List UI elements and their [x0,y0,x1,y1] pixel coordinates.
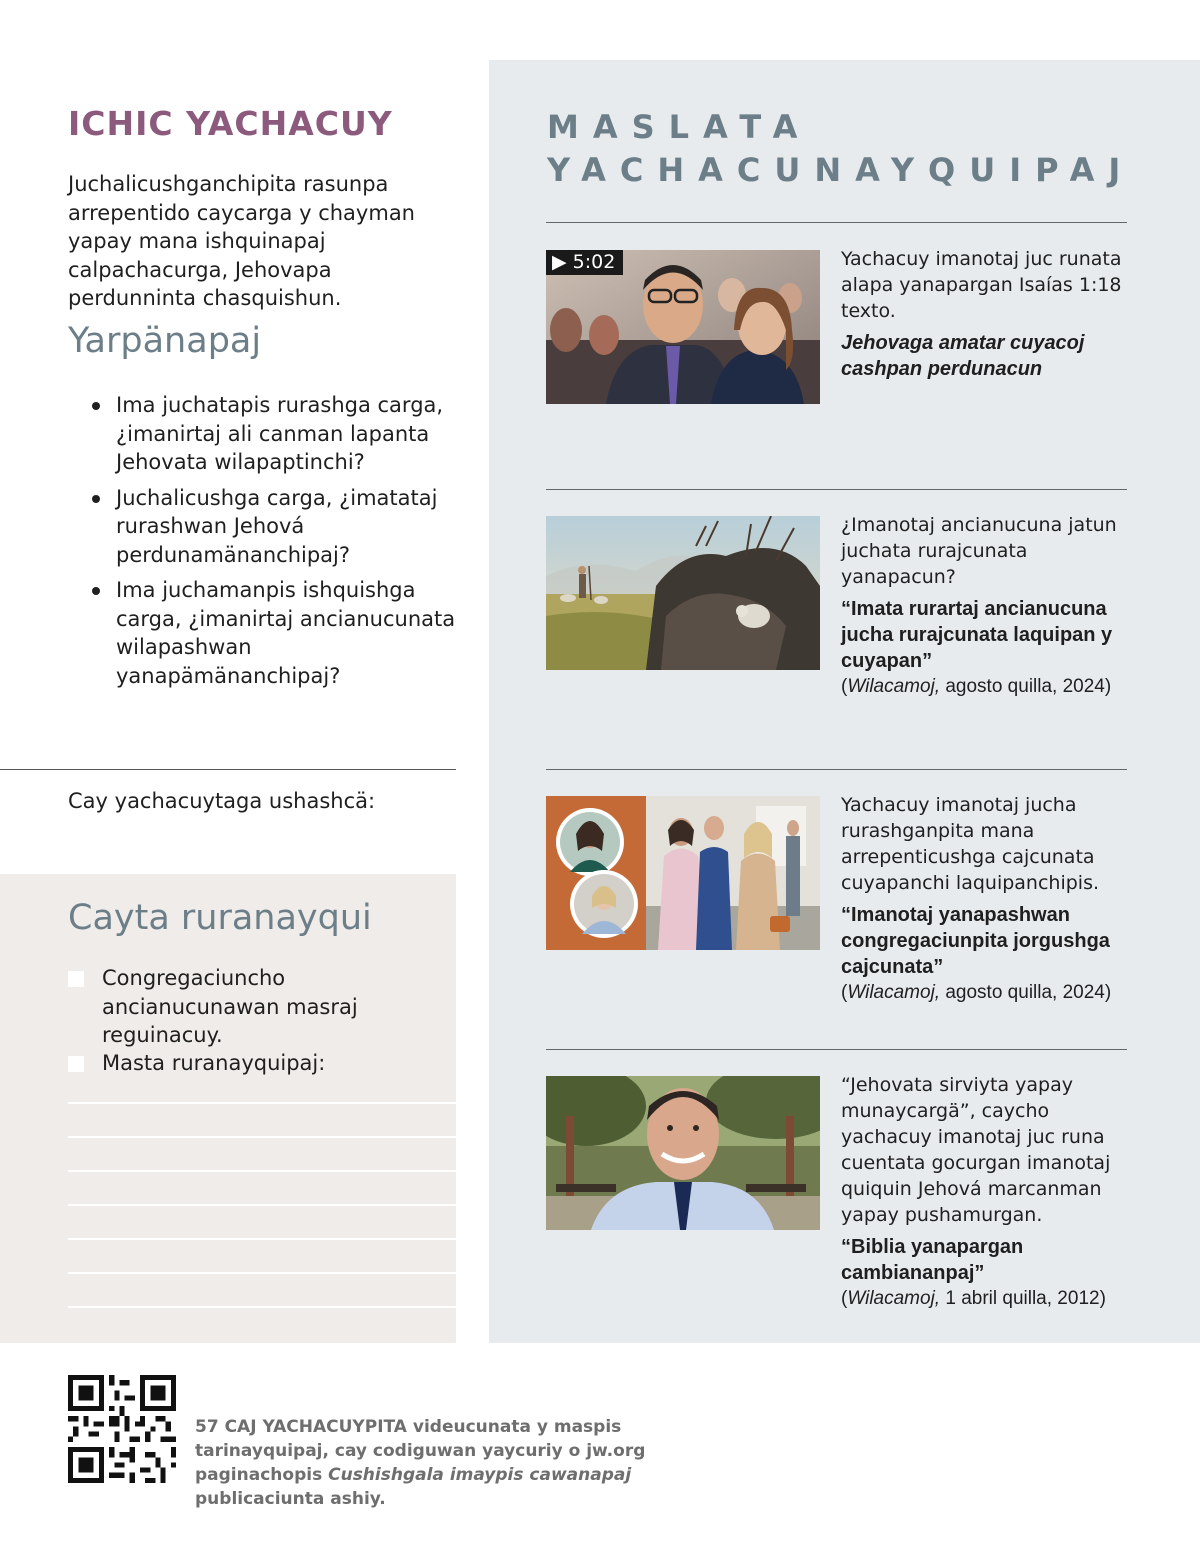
source-date: agosto quilla, 2024) [940,676,1112,697]
review-heading: Yarpänapaj [68,321,262,361]
resource-title-link[interactable]: “Biblia yanapargan cambiananpaj” [841,1236,1024,1284]
resource-source: (Wilacamoj, agosto quilla, 2024) [841,982,1112,1003]
review-question-text: Ima juchatapis rurashga carga, ¿imanirtaj ali canman lapanta Jehovata wilapaptinchi? [116,393,444,474]
resource-description: Yachacuy imanotaj juc runata alapa yanapargan Isaías 1:18 texto. [841,248,1122,322]
writing-line[interactable] [68,1238,456,1240]
writing-line[interactable] [68,1272,456,1274]
resource-text [841,1072,1127,1312]
footer-text: 57 CAJ YACHACUYPITA videucunata y maspis tarinayquipaj, cay codiguwan yaycuriy o jw.org paginachopis [195,1417,646,1485]
review-question-text: Ima juchamanpis ishquishga carga, ¿imanirtaj ancianucunata wilapashwan yanapämänanchipaj? [116,578,456,688]
resource-divider [546,489,1127,490]
review-question [92,391,457,477]
video-thumbnail[interactable] [546,250,820,404]
summary-heading: ICHIC YACHACUY [68,104,393,143]
writing-line[interactable] [68,1306,456,1308]
goals-heading: Cayta ruranayqui [68,898,372,938]
footer-text: publicaciunta ashiy. [195,1489,386,1509]
qr-code-icon[interactable] [68,1375,176,1483]
resource-source: (Wilacamoj, 1 abril quilla, 2012) [841,1288,1106,1309]
section-divider [0,769,456,770]
footer-note [195,1415,715,1511]
resource-divider [546,222,1127,223]
checkbox-icon[interactable] [68,1056,84,1072]
checkbox-icon[interactable] [68,971,84,987]
writing-line[interactable] [68,1136,456,1138]
footer-publication-link[interactable]: Cushishgala imaypis cawanapaj [328,1465,632,1485]
resource-text [841,792,1127,1006]
resource-description: Yachacuy imanotaj jucha rurashganpita mana arrepenticushga cajcunata cuyapanchi laquipanchipis. [841,794,1100,894]
source-date: 1 abril quilla, 2012) [940,1288,1106,1309]
left-column [0,0,456,1543]
article-thumbnail[interactable] [546,1076,820,1230]
bullet-icon [92,495,100,503]
goal-text: Masta ruranayquipaj: [102,1051,326,1075]
resources-heading-line: MASLATA [547,108,812,146]
resource-divider [546,1049,1127,1050]
goal-item[interactable] [68,1049,448,1078]
resource-text [841,512,1127,700]
resource-title-link[interactable]: “Imata rurartaj ancianucuna jucha rurajcunata laquipan y cuyapan” [841,598,1113,672]
article-thumbnail[interactable] [546,796,820,950]
resource-description: ¿Imanotaj ancianucuna jatun juchata rurajcunata yanapacun? [841,514,1117,588]
review-question-text: Juchalicushga carga, ¿imatataj rurashwan Jehová perdunamänanchipaj? [116,485,438,567]
source-publication: Wilacamoj, [847,982,941,1003]
bullet-icon [92,587,100,595]
resource-source: (Wilacamoj, agosto quilla, 2024) [841,676,1112,697]
resources-heading [547,106,1134,192]
review-question [92,484,457,570]
resources-heading-line: YACHACUNAYQUIPAJ [547,151,1135,189]
writing-line[interactable] [68,1170,456,1172]
resource-text [841,246,1127,382]
writing-line[interactable] [68,1204,456,1206]
video-duration-badge: ▶ 5:02 [546,250,623,275]
learned-label: Cay yachacuytaga ushashcä: [68,789,376,813]
goal-text: Congregaciuncho ancianucunawan masraj reguinacuy. [102,966,358,1047]
resource-description: “Jehovata sirviyta yapay munaycargä”, caycho yachacuy imanotaj juc runa cuentata gocurgan imanotaj quiquin Jehová marcanman yapay pushamurgan. [841,1074,1111,1226]
review-question-list [92,391,457,697]
summary-text: Juchalicushganchipita rasunpa arrepentido caycarga y chayman yapay mana ishquinapaj calpachacurga, Jehovapa perdunninta chasquishun. [68,172,415,310]
source-publication: Wilacamoj, [847,676,941,697]
writing-line[interactable] [68,1102,456,1104]
source-date: agosto quilla, 2024) [940,982,1112,1003]
resources-panel [489,60,1200,1343]
resource-title-link[interactable]: Jehovaga amatar cuyacoj cashpan perdunacun [841,332,1085,380]
resource-divider [546,769,1127,770]
goals-panel [0,874,456,1343]
article-thumbnail[interactable] [546,516,820,670]
review-question [92,576,457,690]
bullet-icon [92,402,100,410]
resource-title-link[interactable]: “Imanotaj yanapashwan congregaciunpita jorgushga cajcunata” [841,904,1110,978]
source-publication: Wilacamoj, [847,1288,941,1309]
goal-item[interactable] [68,964,448,1050]
